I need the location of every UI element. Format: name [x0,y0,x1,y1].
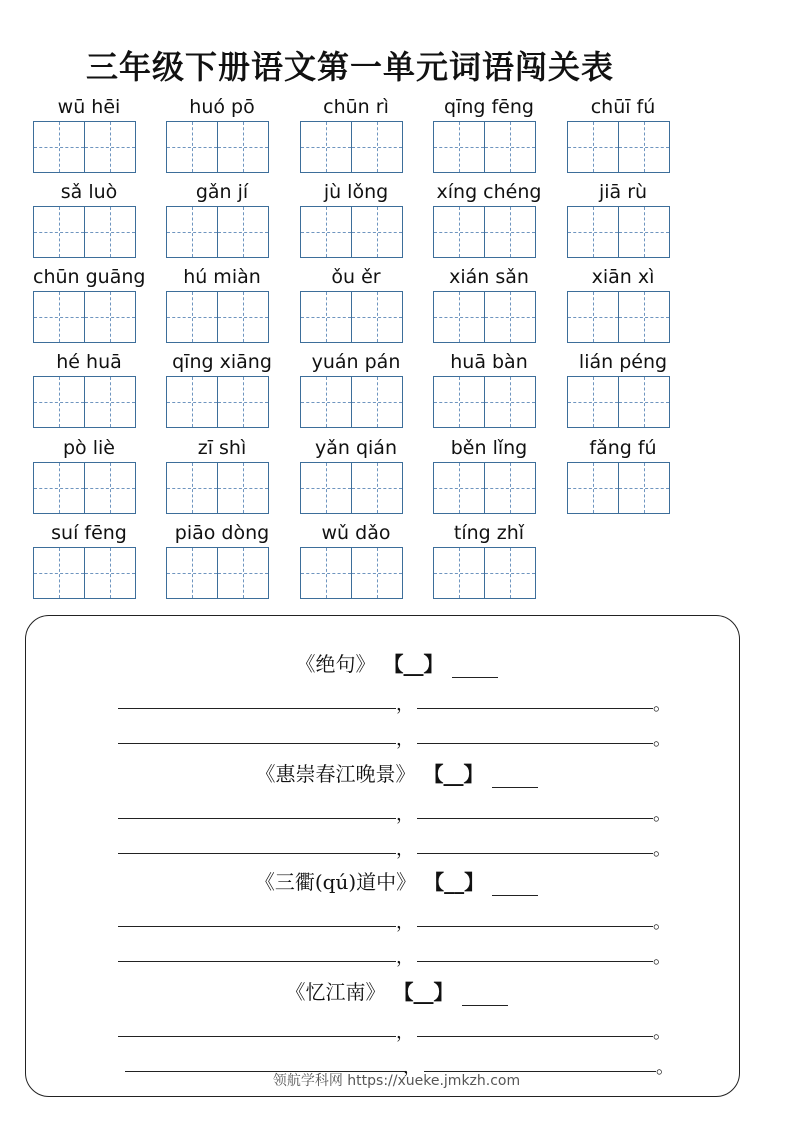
tianzige-box[interactable] [84,462,136,514]
pinyin-label: xiān xì [591,266,655,288]
period: 。 [653,839,671,860]
writing-grid [33,547,136,599]
tianzige-box[interactable] [300,291,352,343]
tianzige-box[interactable] [300,462,352,514]
author-bracket[interactable]: 【__】 [393,652,444,676]
writing-grid [300,206,403,258]
poem-title [0,760,793,788]
tianzige-box[interactable] [33,376,85,428]
tianzige-box[interactable] [300,547,352,599]
tianzige-box[interactable] [351,121,403,173]
pinyin-label: yǎn qián [315,437,397,459]
poem-title [0,868,793,896]
writing-grid [433,547,536,599]
pinyin-label: běn lǐng [450,437,528,459]
tianzige-box[interactable] [84,121,136,173]
pinyin-label: piāo dòng [174,522,270,544]
writing-grid [33,376,136,428]
comma: ， [396,1022,414,1043]
period: 。 [653,694,671,715]
dynasty-blank[interactable] [452,657,498,678]
pinyin-label: ǒu ěr [331,266,381,288]
tianzige-box[interactable] [618,376,670,428]
tianzige-box[interactable] [217,547,269,599]
answer-blank[interactable] [417,1016,653,1037]
pinyin-label: wū hēi [57,96,121,118]
answer-blank[interactable] [118,723,396,744]
tianzige-box[interactable] [351,376,403,428]
comma: ， [396,694,414,715]
tianzige-box[interactable] [567,206,619,258]
tianzige-box[interactable] [567,291,619,343]
period: 。 [653,729,671,750]
answer-blank[interactable] [118,688,396,709]
tianzige-box[interactable] [567,376,619,428]
writing-grid [33,121,136,173]
pinyin-label: gǎn jí [195,181,249,203]
answer-blank[interactable] [118,906,396,927]
tianzige-box[interactable] [351,206,403,258]
writing-grid [166,376,269,428]
pinyin-label: huó pō [189,96,255,118]
tianzige-box[interactable] [433,462,485,514]
writing-grid [567,462,670,514]
tianzige-box[interactable] [84,547,136,599]
period: 。 [653,804,671,825]
poem-name: 《忆江南》 [285,980,386,1004]
pinyin-label: chūī fú [590,96,656,118]
pinyin-label: chūn guāng [33,266,146,288]
tianzige-box[interactable] [484,376,536,428]
tianzige-box[interactable] [33,121,85,173]
answer-blank[interactable] [417,688,653,709]
pinyin-label: xián sǎn [449,266,529,288]
period: 。 [656,1057,674,1078]
poem-title [0,978,793,1006]
tianzige-box[interactable] [484,462,536,514]
pinyin-label: tíng zhǐ [453,522,525,544]
pinyin-label: qīng fēng [444,96,534,118]
author-bracket[interactable]: 【__】 [434,870,485,894]
writing-grid [300,376,403,428]
tianzige-box[interactable] [166,206,218,258]
pinyin-label: hé huā [56,351,122,373]
tianzige-box[interactable] [433,547,485,599]
writing-grid [166,462,269,514]
tianzige-box[interactable] [166,121,218,173]
writing-grid [166,547,269,599]
comma: ， [396,804,414,825]
comma: ， [403,1057,421,1078]
writing-grid [567,121,670,173]
pinyin-label: fǎng fú [589,437,657,459]
tianzige-box[interactable] [351,291,403,343]
dynasty-blank[interactable] [462,985,508,1006]
writing-grid [33,291,136,343]
poem-name: 《绝句》 [295,652,376,676]
pinyin-label: jù lǒng [323,181,389,203]
pinyin-label: pò liè [63,437,115,459]
writing-grid [433,291,536,343]
tianzige-box[interactable] [217,206,269,258]
pinyin-label: lián péng [578,351,668,373]
answer-blank[interactable] [118,833,396,854]
poem-answer-line [0,723,793,750]
pinyin-label: jiā rù [598,181,648,203]
dynasty-blank[interactable] [492,767,538,788]
answer-blank[interactable] [417,941,653,962]
tianzige-box[interactable] [166,462,218,514]
answer-blank[interactable] [424,1051,656,1072]
pinyin-label: sǎ luò [60,181,118,203]
tianzige-box[interactable] [300,121,352,173]
answer-blank[interactable] [118,941,396,962]
writing-grid [300,462,403,514]
period: 。 [653,1022,671,1043]
comma: ， [396,912,414,933]
answer-blank[interactable] [118,1016,396,1037]
writing-grid [567,206,670,258]
poem-name: 《三衢(qú)道中》 [254,870,417,894]
tianzige-box[interactable] [33,206,85,258]
writing-grid [433,121,536,173]
poem-answer-line [0,798,793,825]
tianzige-box[interactable] [351,462,403,514]
writing-grid [33,206,136,258]
tianzige-box[interactable] [84,291,136,343]
writing-grid [300,121,403,173]
answer-blank[interactable] [417,723,653,744]
writing-grid [433,462,536,514]
tianzige-box[interactable] [33,462,85,514]
tianzige-box[interactable] [33,291,85,343]
answer-blank[interactable] [417,833,653,854]
author-bracket[interactable]: 【__】 [403,980,454,1004]
tianzige-box[interactable] [618,462,670,514]
tianzige-box[interactable] [166,376,218,428]
pinyin-label: huā bàn [450,351,528,373]
writing-grid [433,206,536,258]
tianzige-box[interactable] [567,462,619,514]
tianzige-box[interactable] [618,121,670,173]
tianzige-box[interactable] [484,291,536,343]
pinyin-label: qīng xiāng [172,351,272,373]
period: 。 [653,947,671,968]
poem-answer-line [0,833,793,860]
answer-blank[interactable] [118,798,396,819]
writing-grid [33,462,136,514]
period: 。 [653,912,671,933]
tianzige-box[interactable] [618,206,670,258]
pinyin-label: wǔ dǎo [321,522,391,544]
tianzige-box[interactable] [217,462,269,514]
writing-grid [567,376,670,428]
pinyin-label: yuán pán [311,351,401,373]
pinyin-label: zī shì [197,437,247,459]
poem-answer-line [0,941,793,968]
tianzige-box[interactable] [84,376,136,428]
answer-blank[interactable] [417,906,653,927]
tianzige-box[interactable] [166,291,218,343]
tianzige-box[interactable] [84,206,136,258]
poem-answer-line [0,688,793,715]
writing-grid [433,376,536,428]
answer-blank[interactable] [125,1051,405,1072]
tianzige-box[interactable] [433,121,485,173]
pinyin-label: hú miàn [183,266,261,288]
writing-grid [166,206,269,258]
poem-title [0,650,793,678]
tianzige-box[interactable] [217,291,269,343]
footer-watermark: 领航学科网 https://xueke.jmkzh.com [272,1073,521,1089]
pinyin-label: chūn rì [323,96,389,118]
comma: ， [396,947,414,968]
tianzige-box[interactable] [567,121,619,173]
comma: ， [396,839,414,860]
tianzige-box[interactable] [300,206,352,258]
tianzige-box[interactable] [351,547,403,599]
answer-blank[interactable] [417,798,653,819]
tianzige-box[interactable] [433,291,485,343]
writing-grid [300,547,403,599]
writing-grid [166,121,269,173]
page-title: 三年级下册语文第一单元词语闯关表 [85,48,614,86]
writing-grid [300,291,403,343]
tianzige-box[interactable] [166,547,218,599]
tianzige-box[interactable] [33,547,85,599]
writing-grid [567,291,670,343]
tianzige-box[interactable] [217,376,269,428]
tianzige-box[interactable] [433,206,485,258]
poem-answer-line [0,1016,793,1043]
tianzige-box[interactable] [484,206,536,258]
tianzige-box[interactable] [484,121,536,173]
writing-grid [166,291,269,343]
pinyin-label: xíng chéng [436,181,542,203]
comma: ， [396,729,414,750]
pinyin-label: suí fēng [51,522,127,544]
author-bracket[interactable]: 【__】 [433,762,484,786]
tianzige-box[interactable] [433,376,485,428]
tianzige-box[interactable] [618,291,670,343]
tianzige-box[interactable] [300,376,352,428]
dynasty-blank[interactable] [492,875,538,896]
poem-name: 《惠崇春江晚景》 [255,762,416,786]
tianzige-box[interactable] [217,121,269,173]
poem-answer-line [0,906,793,933]
tianzige-box[interactable] [484,547,536,599]
